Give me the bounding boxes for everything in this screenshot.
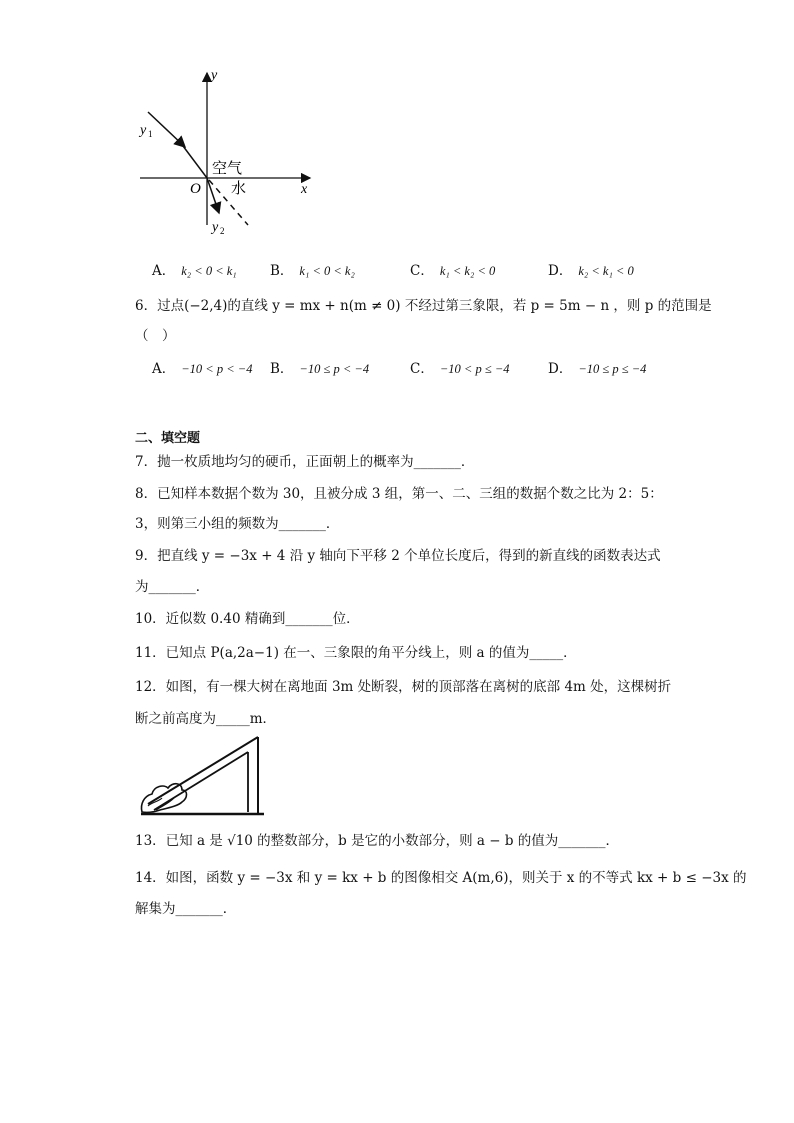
fallen-top-outer bbox=[148, 737, 258, 804]
option-value: −10 ≤ p ≤ −4 bbox=[578, 362, 647, 376]
refraction-figure bbox=[130, 65, 320, 240]
x-axis-label: x bbox=[301, 182, 308, 197]
question-14-line2: 解集为_______． bbox=[135, 901, 237, 917]
y1-subscript: 1 bbox=[148, 129, 153, 139]
q6-option-b[interactable] bbox=[270, 357, 369, 377]
option-value: k₂ < 0 < k₁ bbox=[181, 264, 237, 278]
question-13: 13．已知 a 是 √10 的整数部分，b 是它的小数部分，则 a − b 的值为_______． bbox=[135, 833, 620, 849]
question-8-line2: 3，则第三小组的频数为_______． bbox=[135, 516, 340, 532]
option-label: B． bbox=[270, 361, 294, 377]
question-11: 11．已知点 P(a,2a−1) 在一、三象限的角平分线上，则 a 的值为_____． bbox=[135, 645, 577, 661]
question-6-line1: 6．过点(−2,4)的直线 y = mx + n(m ≠ 0) 不经过第三象限，若 p = 5m − n ，则 p 的范围是 bbox=[135, 298, 712, 314]
y1-label: y bbox=[140, 123, 147, 138]
q5-option-a[interactable] bbox=[152, 259, 237, 279]
option-label: C． bbox=[410, 361, 434, 377]
option-value: k₁ < k₂ < 0 bbox=[439, 264, 496, 278]
tree-crown bbox=[141, 784, 186, 813]
q6-option-d[interactable] bbox=[548, 357, 646, 377]
q6-option-c[interactable] bbox=[410, 357, 510, 377]
y1-ray bbox=[180, 142, 207, 178]
q5-option-b[interactable] bbox=[270, 259, 355, 279]
origin-label: O bbox=[190, 181, 201, 197]
q6-option-a[interactable] bbox=[152, 357, 253, 377]
option-value: −10 < p < −4 bbox=[181, 362, 253, 376]
y2-label: y bbox=[212, 220, 219, 235]
question-9-line1: 9．把直线 y = −3x + 4 沿 y 轴向下平移 2 个单位长度后，得到的新直线的函数表达式 bbox=[135, 548, 661, 564]
option-value: k₁ < 0 < k₂ bbox=[299, 264, 355, 278]
option-label: A． bbox=[152, 361, 176, 377]
option-label: D． bbox=[548, 263, 573, 279]
water-label: 水 bbox=[231, 181, 247, 197]
question-10: 10．近似数 0.40 精确到_______位． bbox=[135, 611, 360, 627]
section-heading: 二、填空题 bbox=[135, 431, 201, 446]
question-14-line1: 14．如图，函数 y = −3x 和 y = kx + b 的图像相交 A(m,6)，则关于 x 的不等式 kx + b ≤ −3x 的 bbox=[135, 870, 747, 886]
fallen-top-inner bbox=[154, 752, 248, 810]
question-8-line1: 8．已知样本数据个数为 30，且被分成 3 组，第一、二、三组的数据个数之比为 2：5： bbox=[135, 486, 663, 502]
q5-option-d[interactable] bbox=[548, 259, 634, 279]
y2-subscript: 2 bbox=[220, 226, 225, 236]
option-label: A． bbox=[152, 263, 176, 279]
option-label: B． bbox=[270, 263, 294, 279]
question-12-line1: 12．如图，有一棵大树在离地面 3m 处断裂，树的顶部落在离树的底部 4m 处，这棵树折 bbox=[135, 679, 672, 695]
question-7: 7．抛一枚质地均匀的硬币，正面朝上的概率为_______． bbox=[135, 454, 475, 470]
option-value: −10 < p ≤ −4 bbox=[439, 362, 510, 376]
air-label: 空气 bbox=[212, 161, 243, 177]
question-9-line2: 为_______． bbox=[135, 579, 210, 595]
broken-tree-figure bbox=[138, 732, 268, 818]
y2-ray bbox=[207, 178, 219, 213]
option-label: C． bbox=[410, 263, 434, 279]
option-label: D． bbox=[548, 361, 573, 377]
option-value: −10 ≤ p < −4 bbox=[299, 362, 370, 376]
q5-option-c[interactable] bbox=[410, 259, 495, 279]
y1-ray-arrow bbox=[148, 112, 185, 147]
question-12-line2: 断之前高度为_____m． bbox=[135, 711, 277, 727]
question-6-line2: （ ） bbox=[135, 328, 176, 344]
y-axis-label: y bbox=[211, 68, 218, 83]
option-value: k₂ < k₁ < 0 bbox=[578, 264, 634, 278]
